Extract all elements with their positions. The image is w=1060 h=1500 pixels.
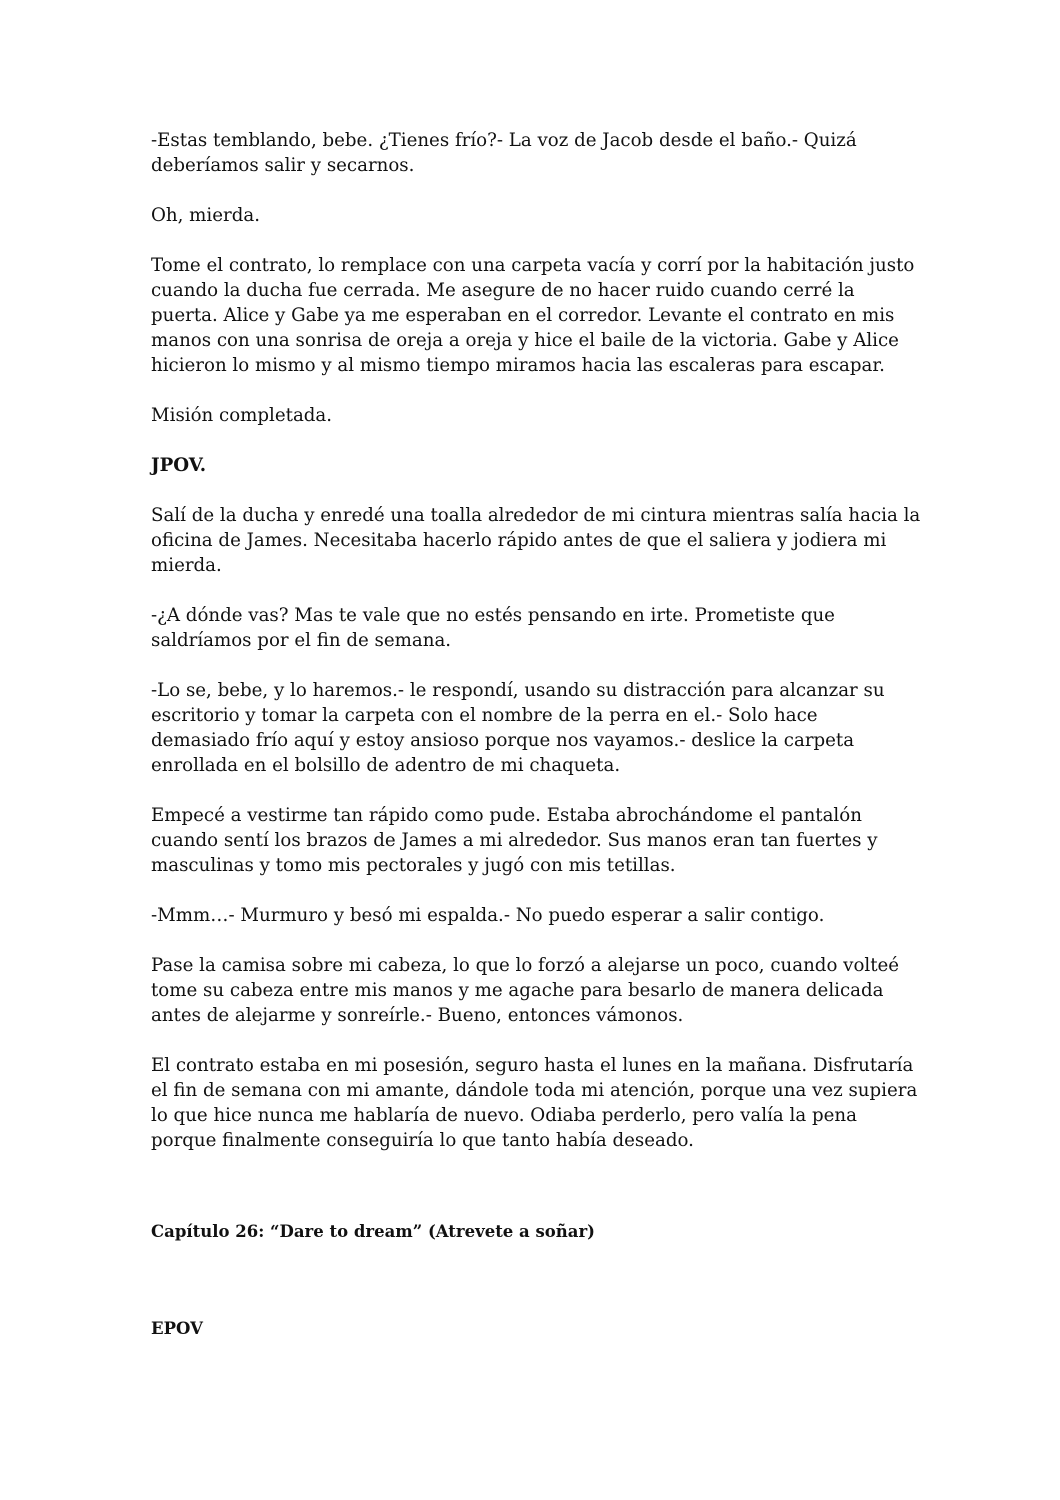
paragraph-8: Empecé a vestirme tan rápido como pude. Estaba abrochándome el pantalón cuando sentí los brazos de James a mi alrededor. Sus manos eran tan fuertes y masculinas y tomo mis pectorales y jugó con mis tetillas. xyxy=(151,805,878,876)
document-page xyxy=(151,128,921,1341)
paragraph-7: -Lo se, bebe, y lo haremos.- le respondí, usando su distracción para alcanzar su escritorio y tomar la carpeta con el nombre de la perra en el.- Solo hace demasiado frío aquí y estoy ansioso porque nos vayamos.- deslice la carpeta enrollada en el bolsillo de adentro de mi chaqueta. xyxy=(151,680,885,776)
paragraph-2: Oh, mierda. xyxy=(151,205,260,226)
section-heading-jpov: JPOV. xyxy=(151,455,207,476)
paragraph-11: El contrato estaba en mi posesión, seguro hasta el lunes en la mañana. Disfrutaría el fin de semana con mi amante, dándole toda mi atención, porque una vez supiera lo que hice nunca me hablaría de nuevo. Odiaba perderlo, pero valía la pena porque finalmente conseguiría lo que tanto había deseado. xyxy=(151,1055,918,1151)
paragraph-5: Salí de la ducha y enredé una toalla alrededor de mi cintura mientras salía hacia la oficina de James. Necesitaba hacerlo rápido antes de que el saliera y jodiera mi mierda. xyxy=(151,505,921,576)
paragraph-6: -¿A dónde vas? Mas te vale que no estés pensando en irte. Prometiste que saldríamos por el fin de semana. xyxy=(151,605,835,651)
section-heading-epov: EPOV xyxy=(151,1319,203,1338)
paragraph-1: -Estas temblando, bebe. ¿Tienes frío?- La voz de Jacob desde el baño.- Quizá deberíamos salir y secarnos. xyxy=(151,130,857,176)
paragraph-3: Tome el contrato, lo remplace con una carpeta vacía y corrí por la habitación justo cuando la ducha fue cerrada. Me asegure de no hacer ruido cuando cerré la puerta. Alice y Gabe ya me esperaban en el corredor. Levante el contrato en mis manos con una sonrisa de oreja a oreja y hice el baile de la victoria. Gabe y Alice hicieron lo mismo y al mismo tiempo miramos hacia las escaleras para escapar. xyxy=(151,255,915,376)
paragraph-9: -Mmm…- Murmuro y besó mi espalda.- No puedo esperar a salir contigo. xyxy=(151,905,825,926)
chapter-title: Capítulo 26: “Dare to dream” (Atrevete a soñar) xyxy=(151,1222,595,1241)
paragraph-10: Pase la camisa sobre mi cabeza, lo que lo forzó a alejarse un poco, cuando volteé tome su cabeza entre mis manos y me agache para besarlo de manera delicada antes de alejarme y sonreírle.- Bueno, entonces vámonos. xyxy=(151,955,900,1026)
paragraph-4: Misión completada. xyxy=(151,405,333,426)
